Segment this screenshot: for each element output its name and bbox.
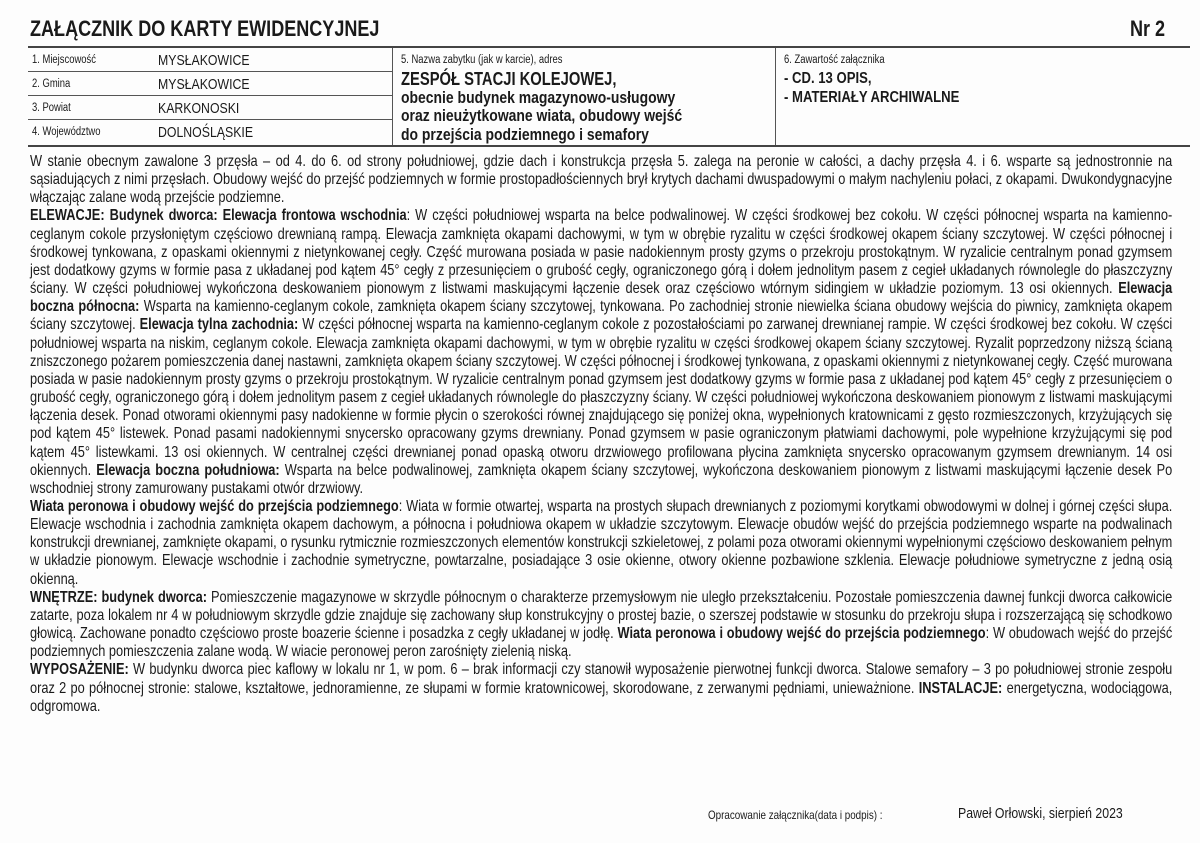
description-paragraph xyxy=(30,661,1172,715)
monument-line: obecnie budynek magazynowo-usługowy xyxy=(401,87,676,107)
attachment-number: Nr 2 xyxy=(1130,16,1166,41)
field-row-powiat xyxy=(28,96,392,120)
contents-label: 6. Zawartość załącznika xyxy=(784,54,885,66)
text-segment: W stanie obecnym zawalone 3 przęsła – od 4. do 6. od strony południowej, gdzie dach i konstrukcja przęsła 5. zalega na peronie w całości, a dachy przęsła 4. i 6. wsparte są jednostronnie na sąsiadujących z nimi przęsłach. Obudowy wejść do przejść podziemnych w formie prostopadłościennych brył krytych dachami dwuspadowymi o małym nachyleniu połaci, z okapami. Dwukondygnacyjne włączając zalane wodą przejście podziemne. xyxy=(30,153,1173,207)
contents-item: - MATERIAŁY ARCHIWALNE xyxy=(784,88,960,106)
field-value: MYSŁAKOWICE xyxy=(158,76,250,93)
description-paragraph xyxy=(30,589,1172,662)
bold-heading: Elewacja boczna południowa: xyxy=(96,461,280,479)
field-label: 1. Miejscowość xyxy=(32,54,96,66)
field-row-gmina xyxy=(28,72,392,96)
text-segment: Wsparta na belce podwalinowej, zamknięta okapem ściany szczytowej, wykończona deskowaniem pionowym z listwami maskującymi łączenie desek Po wschodniej strony zamurowany pustakami otwór drzwiowy. xyxy=(30,461,1173,497)
monument-name-cell xyxy=(392,48,776,145)
text-segment: Pomieszczenie magazynowe w skrzydle północnym o charakterze przemysłowym nie uległo przekształceniu. Pozostałe pomieszczenia dawnej funkcji dworca całkowicie zatarte, poza lokalem nr 4 w południowym skrzydle gdzie znajduje się zachowany słup konstrukcyjny o prostej bazie, o szerszej podstawie w stosunku do przekroju słupa i rozszerzającą się schodkowo głowicą. Zachowane ponadto częściowo proste boazerie ścienne i posadzka z cegły układanej w jodłę. xyxy=(30,588,1173,643)
text-segment: Wsparta na kamienno-ceglanym cokole, zamknięta okapem ściany szczytowej, tynkowana. Po zachodniej stronie niewielka ściana obudowy wejścia do piwnicy, zamknięta okapem ściany szczytowej. xyxy=(30,298,1173,334)
text-segment: : W części południowej wsparta na belce podwalinowej. W części środkowej bez cokołu. W części północnej wsparta na kamienno-ceglanym cokole przysłoniętym częściowo drewnianą rampą. Elewacja zamknięta okapami dachowymi, w tym w obrębie ryzalitu w części środkowej okapem ściany szczytowej. W części północnej i środkowej tynkowana, z opaskami okiennymi z nietynkowanej cegły. Część murowana posiada w pasie nadokiennym prosty gzyms o przekroju prostokątnym. W ryzalicie centralnym ponad gzymsem jest dodatkowy gzyms w formie pasa z układanej pod kątem 45° cegły z przesunięciem o grubość cegły, ograniczonego górą i dołem jednolitym pasem z cegieł układanych równolegle do płaszczyzny ściany. W części południowej wykończona deskowaniem pionowym z listwami maskującymi łączenie desek oraz częściowo wtórnym sidingiem w układzie poziomym. 13 osi okiennych. xyxy=(30,207,1173,298)
field-value: KARKONOSKI xyxy=(158,100,240,117)
text-segment: energetyczna, wodociągowa, odgromowa. xyxy=(30,679,1173,715)
signature-text: Paweł Orłowski, sierpień 2023 xyxy=(958,805,1123,822)
description-paragraph xyxy=(30,498,1172,589)
monument-label: 5. Nazwa zabytku (jak w karcie), adres xyxy=(401,54,563,66)
bold-heading: Wiata peronowa i obudowy wejść do przejścia podziemnego xyxy=(30,497,399,515)
field-row-miejscowosc xyxy=(28,48,392,72)
field-label: 4. Województwo xyxy=(32,126,101,138)
bold-heading: INSTALACJE: xyxy=(918,679,1003,697)
header-table xyxy=(28,46,1190,147)
description-paragraph xyxy=(30,153,1172,207)
text-segment: : W obudowach wejść do przejść podziemnych pomieszczenia zalane wodą. W wiacie peronowej peron zarośnięty zielenią niską. xyxy=(30,625,1173,661)
bold-heading: ELEWACJE: Budynek dworca: Elewacja frontowa wschodnia xyxy=(30,207,407,225)
contents-item: - CD. 13 OPIS, xyxy=(784,70,872,87)
field-value: DOLNOŚLĄSKIE xyxy=(158,124,254,141)
prepared-by-label: Opracowanie załącznika(data i podpis) : xyxy=(708,808,883,822)
monument-line: do przejścia podziemnego i semafory xyxy=(401,124,649,144)
description-paragraph xyxy=(30,207,1172,498)
field-value: MYSŁAKOWICE xyxy=(158,52,250,69)
bold-heading: WNĘTRZE: budynek dworca: xyxy=(30,588,208,606)
bold-heading: Elewacja boczna północna: xyxy=(30,280,1173,316)
attachment-contents-cell xyxy=(776,48,1190,145)
monument-line: ZESPÓŁ STACJI KOLEJOWEJ, xyxy=(401,69,617,89)
text-segment: : Wiata w formie otwartej, wsparta na prostych słupach drewnianych z poziomymi korytkami obwodowymi w dolnej i górnej części słupa. Elewacje wschodnia i zachodnia zamknięta okapem dachowym, a północna i południowa okapem w układzie szczytowym. Elewacje obudów wejść do przejścia podziemnego wsparte na podwalinach konstrukcji drewnianej, zamknięte okapami, o rysunku rytmicznie rozmieszczonych elementów konstrukcji szkieletowej, z polami poza otworami okiennymi wypełnionymi częściowo deskowaniem pełnym w układzie pionowym. Elewacje wschodnie i zachodnie symetryczne, powtarzalne, posiadające 3 osie okienne, otwory okienne pozbawione szklenia. Elewacje południowe symetryczne z jedną osią okienną. xyxy=(30,497,1173,588)
field-label: 3. Powiat xyxy=(32,102,71,114)
field-label: 2. Gmina xyxy=(32,78,71,90)
monument-line: oraz nieużytkowane wiata, obudowy wejść xyxy=(401,106,683,125)
contents-list xyxy=(784,70,959,107)
text-segment: W części północnej wsparta na kamienno-ceglanym cokole z pozostałościami po zarwanej drewnianej rampie. W części środkowej bez cokołu. W części południowej wsparta na niskim, ceglanym cokole. Elewacja zamknięta okapami dachowymi, w tym w obrębie ryzalitu w części środkowej okapem ściany szczytowej. Ryzalit poprzedzony niższą ścianą zniszczonego pożarem pomieszczenia danej nastawni, zamknięta okapem ściany szczytowej. W części północnej i środkowej tynkowana, z opaskami okiennymi z nietynkowanej cegły. Część murowana posiada w pasie nadokiennym prosty gzyms o przekroju prostokątnym. W ryzalicie centralnym ponad gzymsem jest dodatkowy gzyms w formie pasa z układanej pod kątem 45° cegły z przesunięciem o grubość cegły, ograniczonego górą i dołem jednolitym pasem z cegieł układanych równolegle do płaszczyzny ściany. W części południowej wykończona deskowaniem pionowym z listwami maskującymi łączenia desek. Ponad otworami okiennymi pasy nadokienne w formie płycin o szerokości równej znajdującego się poniżej okna, wypełnionych kratownicami z gęsto rozmieszczonych, krzyżujących się pod kątem 45° listewek. Ponad pasami nadokiennymi snycersko opracowany gzyms drewniany. Ponad gzymsem w pasie ograniczonym płatwiami dachowymi, pole wypełnione krzyżującymi się pod kątem 45° listewkami. 13 osi okiennych. W centralnej części drewnianej ponad opaską otworu drzwiowego profilowana płycina zamknięta snycersko opracowanym gzymsem drewnianym. 14 osi okiennych. xyxy=(30,316,1173,479)
field-row-wojewodztwo xyxy=(28,120,392,145)
document-title: ZAŁĄCZNIK DO KARTY EWIDENCYJNEJ xyxy=(30,16,380,41)
bold-heading: Wiata peronowa i obudowy wejść do przejścia podziemnego xyxy=(617,625,986,643)
text-segment: W budynku dworca piec kaflowy w lokalu nr 1, w pom. 6 – brak informacji czy stanowił wyposażenie pierwotnej funkcji dworca. Stalowe semafory – 3 po południowej stronie zespołu oraz 2 po północnej stronie: stalowe, kształtowe, jednoramienne, ze słupami w formie kratownicowej, skorodowane, z zerwanymi pędniami, unieważnione. xyxy=(30,661,1173,697)
bold-heading: WYPOSAŻENIE: xyxy=(30,661,129,679)
description-text xyxy=(30,153,1172,716)
monument-name xyxy=(401,70,682,144)
bold-heading: Elewacja tylna zachodnia: xyxy=(139,316,299,334)
location-fields xyxy=(28,48,392,145)
